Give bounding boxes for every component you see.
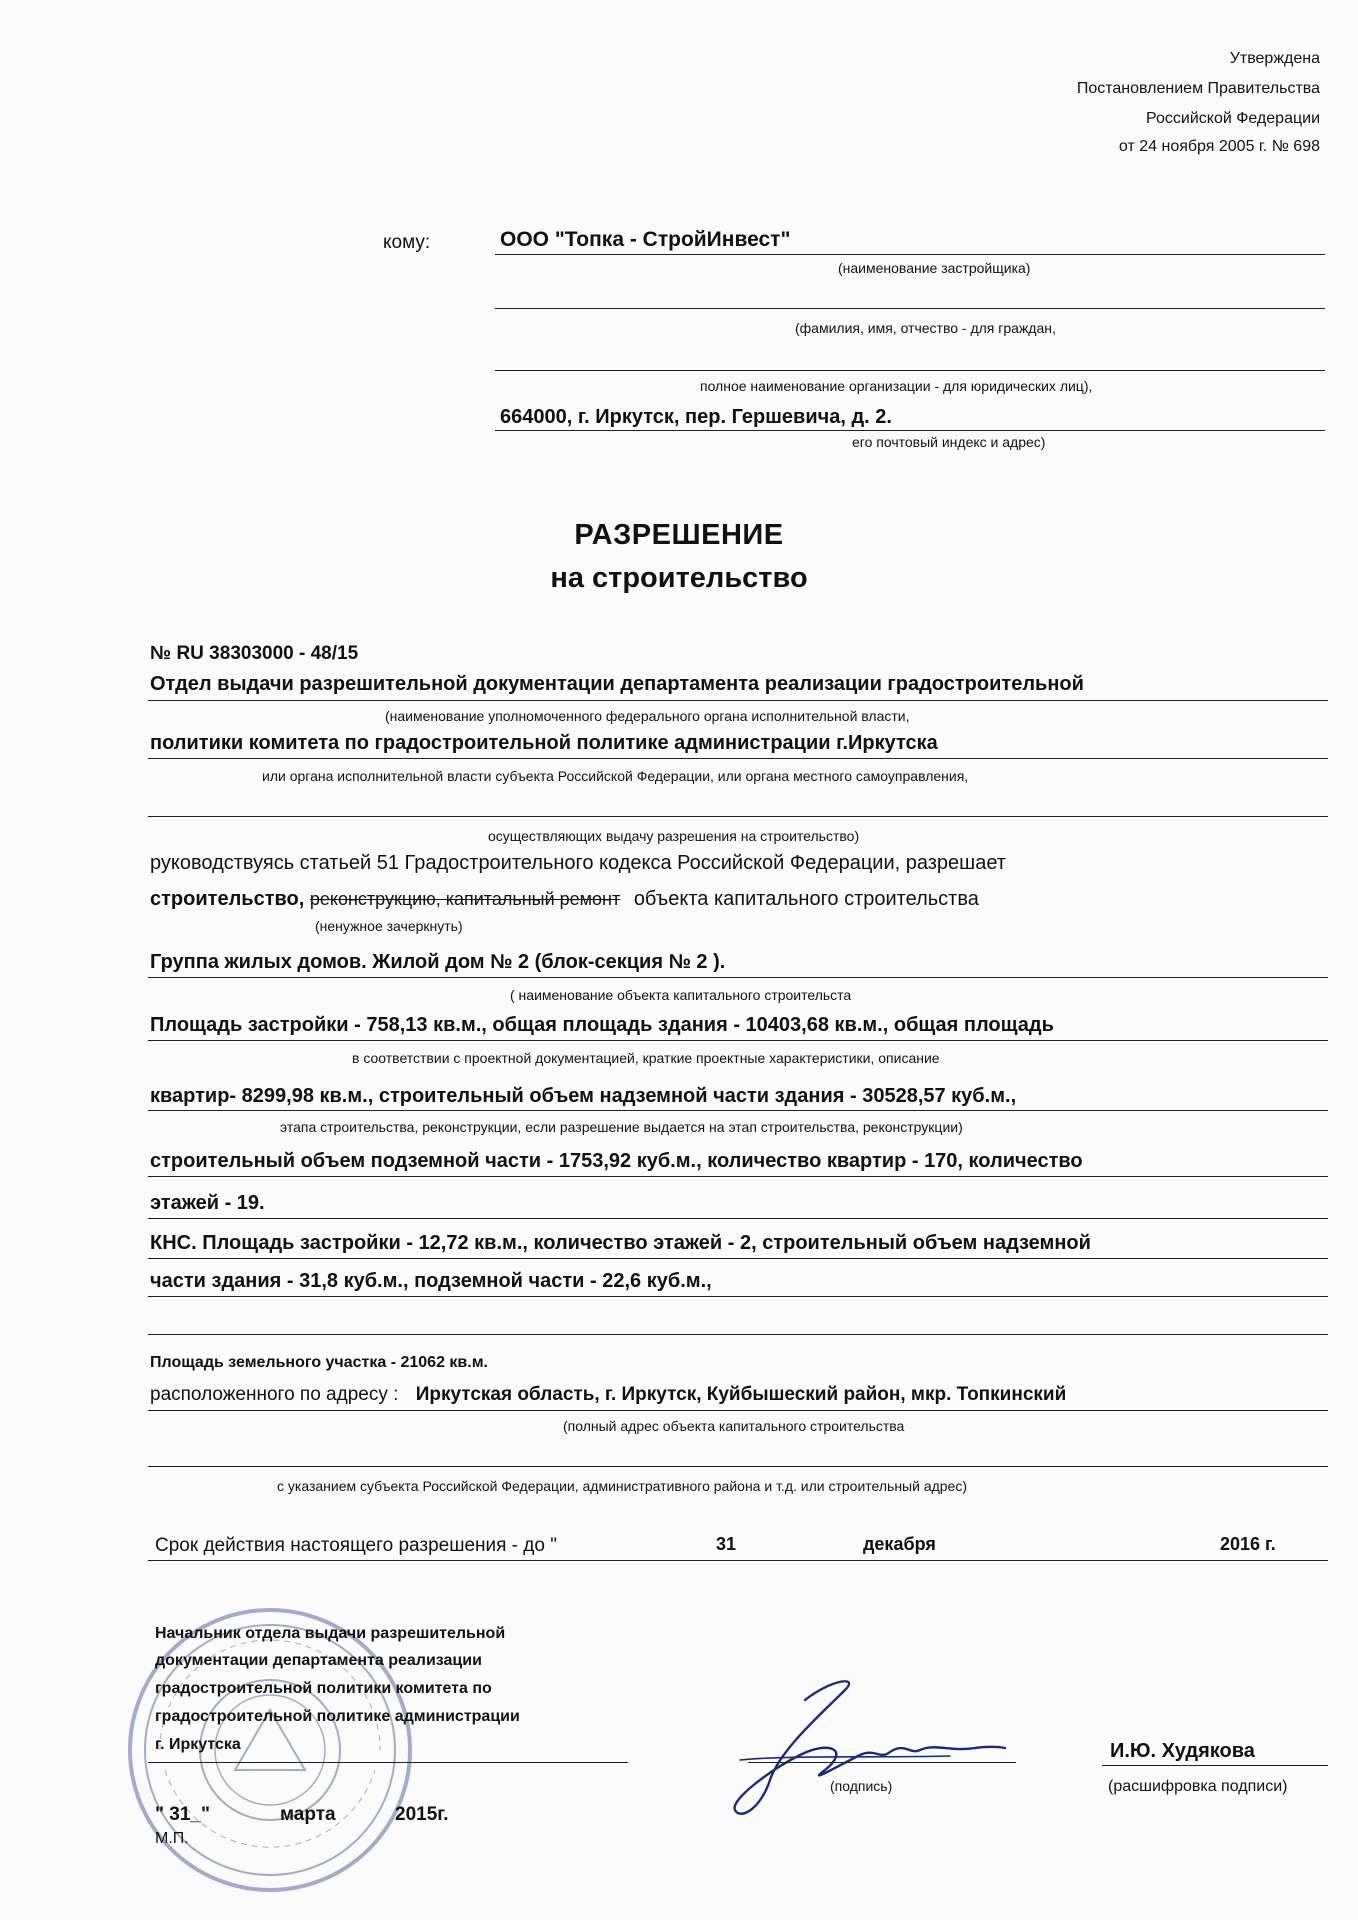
approval-line-1: Утверждена bbox=[1229, 50, 1320, 67]
developer-name: ООО "Топка - СтройИнвест" bbox=[500, 228, 791, 251]
handwritten-signature-icon bbox=[710, 1660, 1010, 1830]
signer-underline bbox=[1102, 1765, 1328, 1766]
permit-number: № RU 38303000 - 48/15 bbox=[150, 643, 359, 664]
char-note-2: этапа строительства, реконструкции, если разрешение выдается на этап строительства, реконструкции) bbox=[280, 1119, 963, 1135]
object-char-4: этажей - 19. bbox=[150, 1192, 265, 1214]
seal-label: М.П. bbox=[155, 1830, 189, 1847]
authority-note-3: осуществляющих выдачу разрешения на строительство) bbox=[488, 828, 860, 844]
position-line-4: градостроительной политике администрации bbox=[155, 1708, 520, 1725]
validity-month: декабря bbox=[863, 1534, 936, 1554]
land-area: Площадь земельного участка - 21062 кв.м. bbox=[150, 1354, 488, 1371]
object-name: Группа жилых домов. Жилой дом № 2 (блок-секция № 2 ). bbox=[150, 951, 726, 973]
basis-permitted-row bbox=[150, 888, 979, 911]
object-char-6: части здания - 31,8 куб.м., подземной части - 22,6 куб.м., bbox=[150, 1270, 712, 1292]
authority-note-2: или органа исполнительной власти субъекта Российской Федерации, или органа местного самоуправления, bbox=[262, 768, 969, 784]
address-underline bbox=[495, 430, 1325, 431]
validity-day: 31 bbox=[716, 1534, 737, 1554]
authority-line-2: политики комитета по градостроительной политике администрации г.Иркутска bbox=[150, 732, 938, 754]
struck-types: реконструкцию, капитальный ремонт bbox=[309, 889, 621, 909]
authority-underline-1 bbox=[148, 700, 1328, 701]
position-underline bbox=[148, 1762, 628, 1763]
object-char-5: КНС. Площадь застройки - 12,72 кв.м., количество этажей - 2, строительный объем надземной bbox=[150, 1232, 1091, 1254]
citizen-note: (фамилия, имя, отчество - для граждан, bbox=[795, 320, 1056, 336]
authority-underline-2 bbox=[148, 758, 1328, 759]
approval-line-3: Российской Федерации bbox=[1146, 110, 1320, 127]
char-underline-6 bbox=[148, 1296, 1328, 1297]
validity-label: Срок действия настоящего разрешения - до " bbox=[155, 1535, 557, 1556]
authority-note-1: (наименование уполномоченного федерального органа исполнительной власти, bbox=[385, 708, 910, 724]
signature-note: (подпись) bbox=[830, 1778, 893, 1794]
org-note: полное наименование организации - для юридических лиц), bbox=[700, 378, 1093, 394]
approval-line-4: от 24 ноября 2005 г. № 698 bbox=[1118, 138, 1320, 155]
land-address-underline bbox=[148, 1410, 1328, 1411]
sign-date-day: " 31_" bbox=[155, 1804, 210, 1825]
basis-line: руководствуясь статьей 51 Градостроительного кодекса Российской Федерации, разрешает bbox=[150, 852, 1006, 874]
object-char-2: квартир- 8299,98 кв.м., строительный объем надземной части здания - 30528,57 куб.м., bbox=[150, 1085, 1017, 1107]
approval-line-2: Постановлением Правительства bbox=[1076, 80, 1320, 97]
permitted-type: строительство, bbox=[150, 888, 305, 910]
address-note: его почтовый индекс и адрес) bbox=[852, 434, 1046, 450]
land-address-note: (полный адрес объекта капитального строительства bbox=[563, 1418, 905, 1434]
land-address-note-2: с указанием субъекта Российской Федерации, административного района и т.д. или строительный адрес) bbox=[277, 1478, 968, 1494]
signer-name: И.Ю. Худякова bbox=[1110, 1740, 1255, 1762]
signer-name-note: (расшифровка подписи) bbox=[1108, 1778, 1288, 1795]
developer-underline bbox=[495, 254, 1325, 255]
authority-underline-3 bbox=[148, 816, 1328, 817]
authority-line-1: Отдел выдачи разрешительной документации департамента реализации градостроительной bbox=[150, 673, 1084, 695]
land-address-label: расположенного по адресу : bbox=[150, 1384, 399, 1405]
org-underline bbox=[495, 370, 1325, 371]
object-underline bbox=[148, 977, 1328, 978]
char-note-1: в соответствии с проектной документацией, краткие проектные характеристики, описание bbox=[352, 1050, 940, 1066]
char-underline-3 bbox=[148, 1176, 1328, 1177]
developer-note: (наименование застройщика) bbox=[838, 260, 1031, 276]
object-name-note: ( наименование объекта капитального строительста bbox=[510, 987, 852, 1003]
position-line-2: документации департамента реализации bbox=[155, 1652, 482, 1669]
position-line-5: г. Иркутска bbox=[155, 1736, 241, 1753]
char-underline-5 bbox=[148, 1258, 1328, 1259]
char-underline-4 bbox=[148, 1218, 1328, 1219]
strike-note: (ненужное зачеркнуть) bbox=[315, 918, 463, 934]
document-title: РАЗРЕШЕНИЕ bbox=[574, 519, 784, 551]
validity-year: 2016 г. bbox=[1220, 1534, 1276, 1554]
object-char-1: Площадь застройки - 758,13 кв.м., общая площадь здания - 10403,68 кв.м., общая площадь bbox=[150, 1014, 1054, 1036]
object-word: объекта капитального строительства bbox=[633, 888, 979, 910]
sign-date-month: марта bbox=[280, 1804, 336, 1825]
position-line-1: Начальник отдела выдачи разрешительной bbox=[155, 1625, 506, 1642]
validity-underline bbox=[148, 1560, 1328, 1561]
sign-date-year: 2015г. bbox=[395, 1804, 449, 1825]
signature-underline bbox=[748, 1762, 1016, 1763]
char-underline-2 bbox=[148, 1110, 1328, 1111]
citizen-underline bbox=[495, 308, 1325, 309]
position-line-3: градостроительной политики комитета по bbox=[155, 1680, 492, 1697]
land-address-value: Иркутская область, г. Иркутск, Куйбышеский район, мкр. Топкинский bbox=[415, 1384, 1067, 1405]
char-underline-1 bbox=[148, 1040, 1328, 1041]
land-address-underline-2 bbox=[148, 1466, 1328, 1467]
land-address-row bbox=[150, 1384, 1066, 1406]
char-underline-7 bbox=[148, 1334, 1328, 1335]
object-char-3: строительный объем подземной части - 1753,92 куб.м., количество квартир - 170, количество bbox=[150, 1150, 1083, 1172]
recipient-label: кому: bbox=[383, 232, 431, 253]
document-subtitle: на строительство bbox=[550, 562, 808, 594]
developer-address: 664000, г. Иркутск, пер. Гершевича, д. 2. bbox=[500, 406, 892, 428]
